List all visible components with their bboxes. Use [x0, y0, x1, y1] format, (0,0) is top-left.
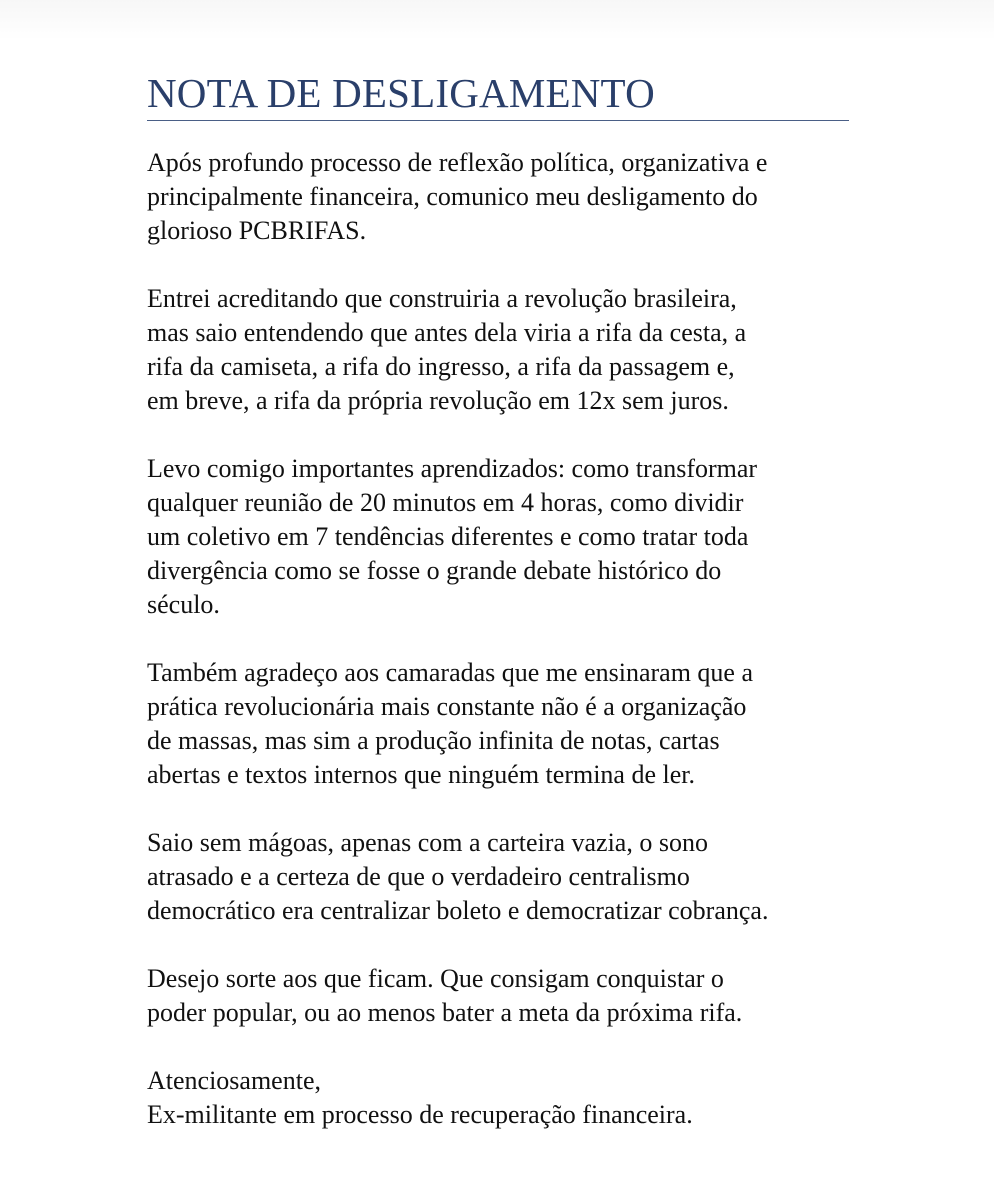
document-title: NOTA DE DESLIGAMENTO [147, 70, 655, 116]
paragraph-4: Também agradeço aos camaradas que me ensinaram que a prática revolucionária mais constante não é a organização de massas, mas sim a produção infinita de notas, cartas abertas e textos internos que ninguém termina de ler. [147, 658, 753, 789]
paragraph-2: Entrei acreditando que construiria a revolução brasileira, mas saio entendendo que antes dela viria a rifa da cesta, a rifa da camiseta, a rifa do ingresso, a rifa da passagem e, em breve, a rifa da própria revolução em 12x sem juros. [147, 284, 747, 415]
paragraph-1: Após profundo processo de reflexão política, organizativa e principalmente financeira, comunico meu desligamento do glorioso PCBRIFAS. [147, 148, 768, 245]
document-body [147, 70, 849, 1132]
closing-signature: Atenciosamente, Ex-militante em processo de recuperação financeira. [147, 1066, 693, 1129]
paragraph-5: Saio sem mágoas, apenas com a carteira vazia, o sono atrasado e a certeza de que o verdadeiro centralismo democrático era centralizar boleto e democratizar cobrança. [147, 828, 769, 925]
paragraph-3: Levo comigo importantes aprendizados: como transformar qualquer reunião de 20 minutos em 4 horas, como dividir um coletivo em 7 tendências diferentes e como tratar toda divergência como se fosse o grande debate histórico do século. [147, 454, 758, 619]
title-divider [147, 120, 849, 121]
paragraph-6: Desejo sorte aos que ficam. Que consigam conquistar o poder popular, ou ao menos bater a meta da próxima rifa. [147, 964, 743, 1027]
